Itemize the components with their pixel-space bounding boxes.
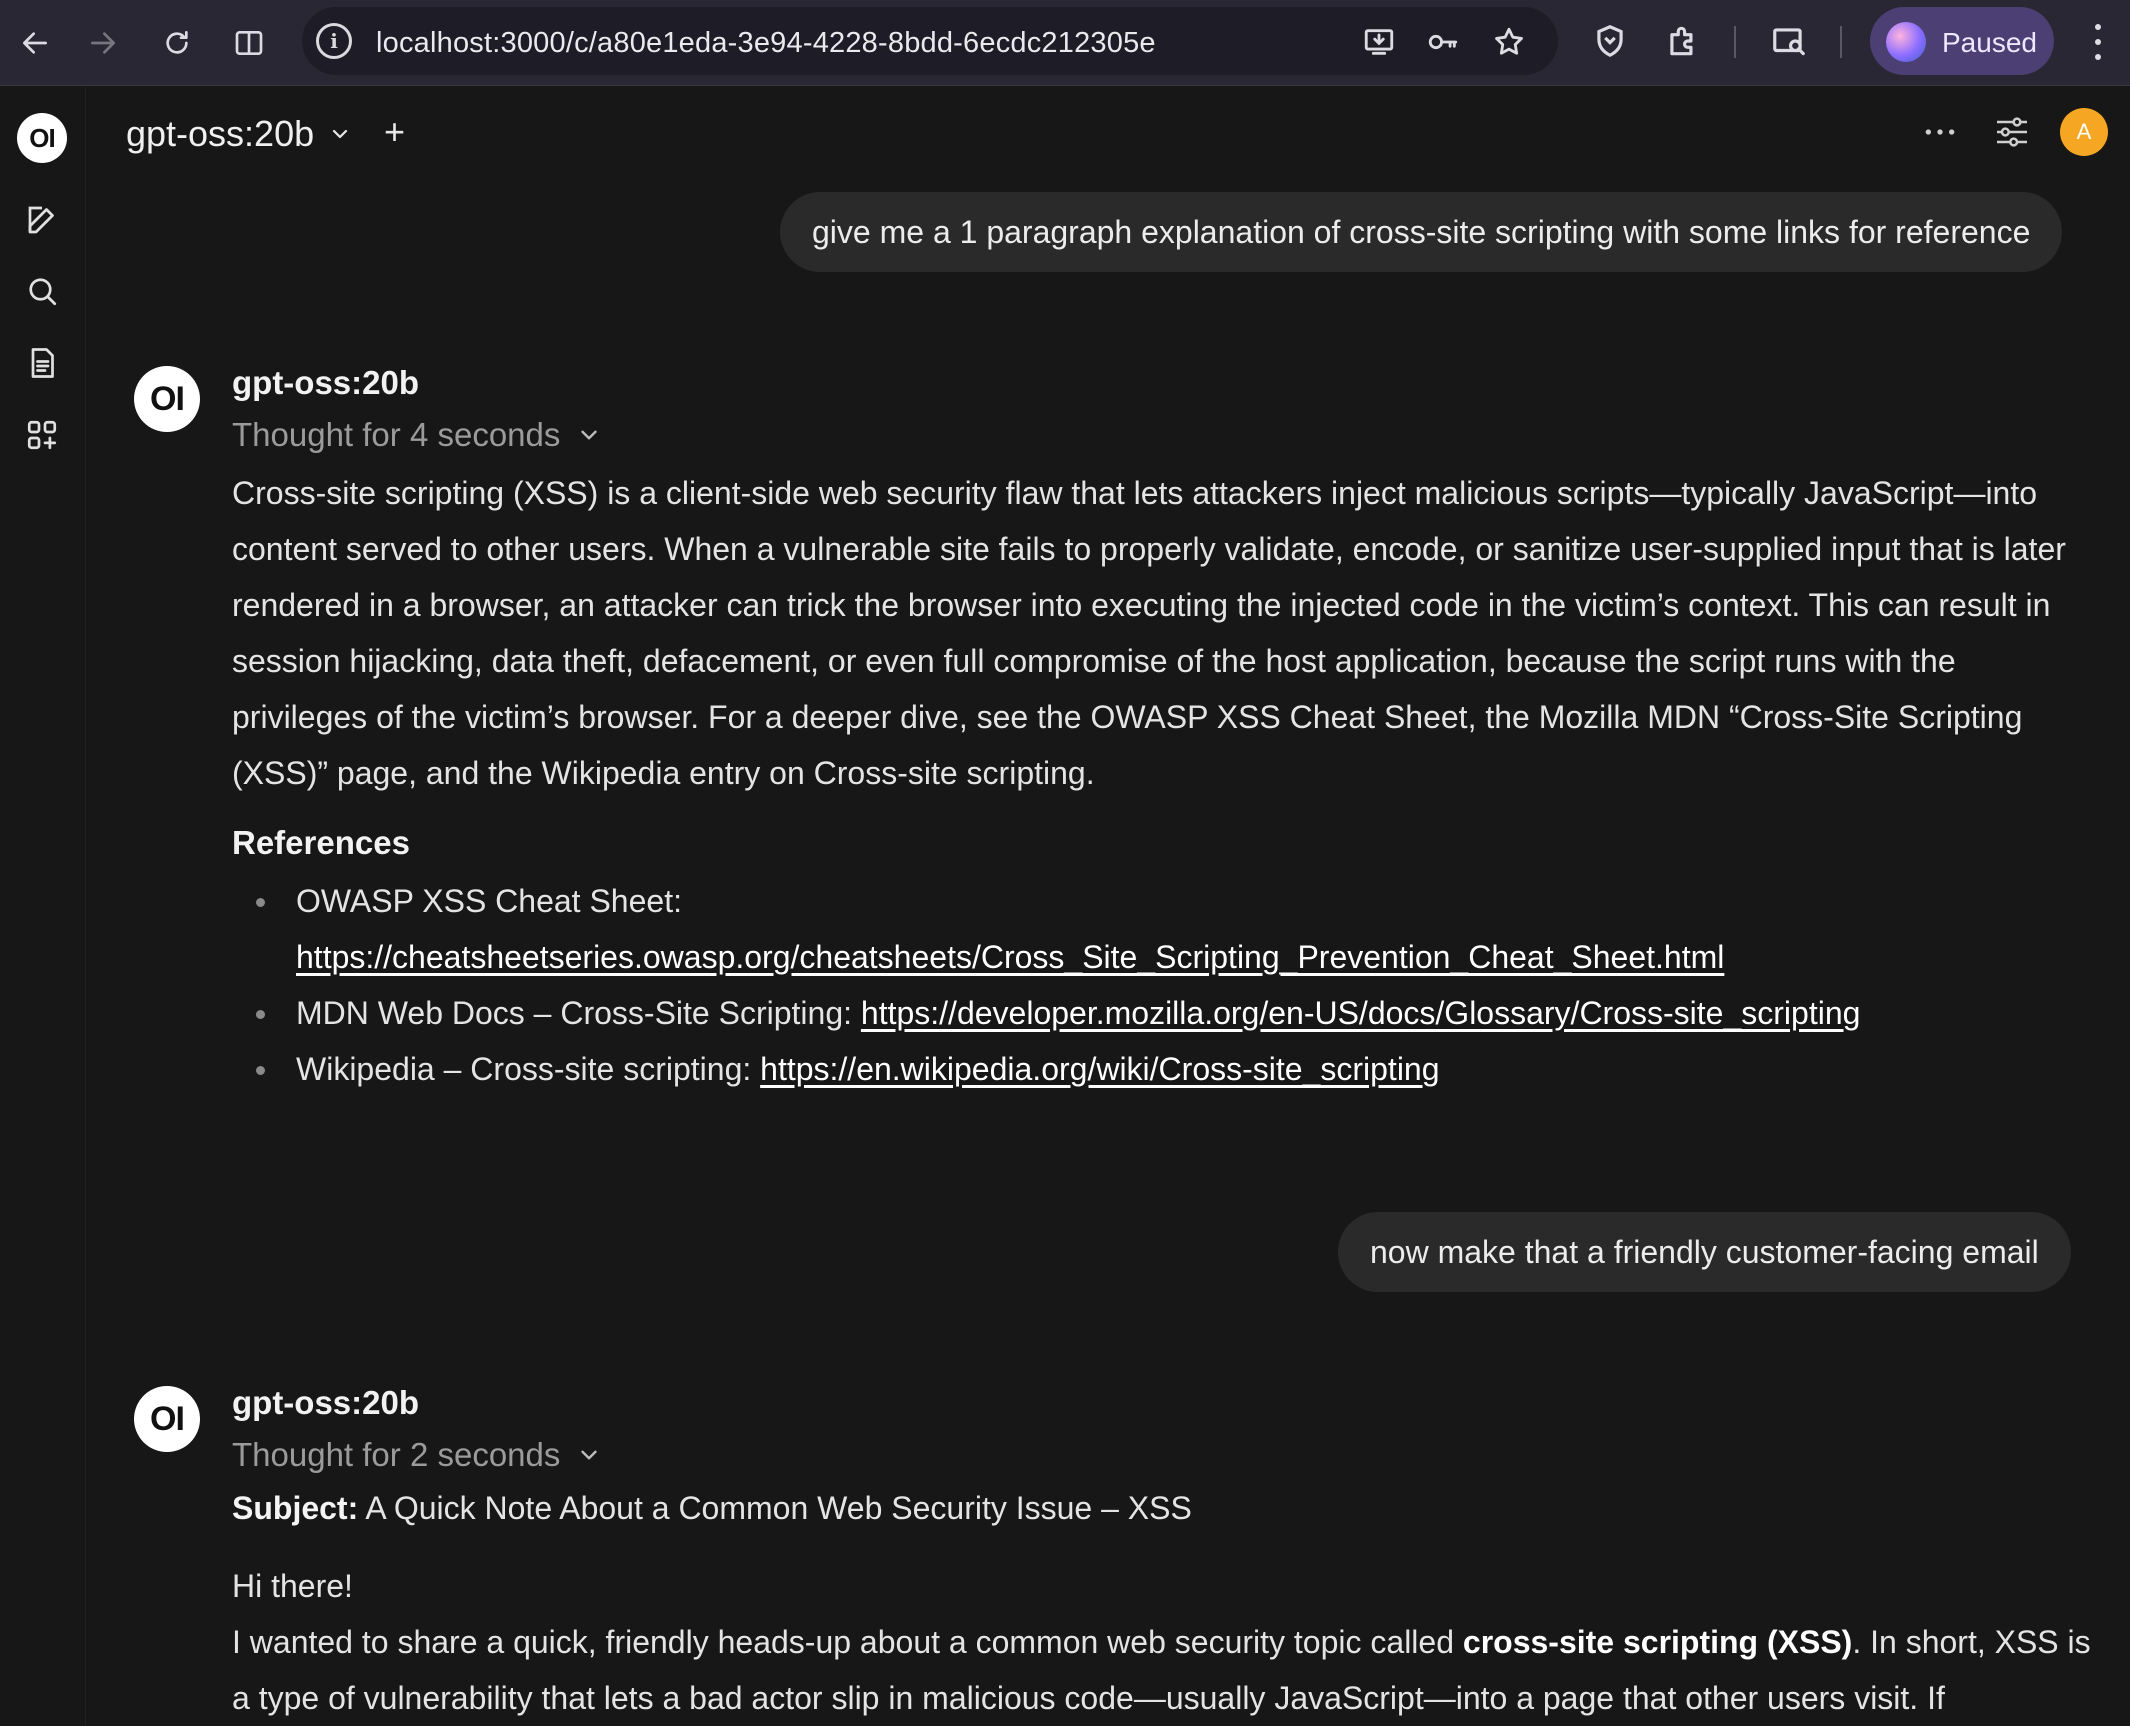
list-item: [232, 1041, 2092, 1097]
address-bar[interactable]: [302, 7, 1558, 75]
reference-link[interactable]: https://developer.mozilla.org/en-US/docs/Glossary/Cross-site_scripting: [860, 995, 1861, 1031]
reload-icon: [161, 27, 193, 59]
profile-avatar: [1886, 22, 1926, 62]
subject-text: A Quick Note About a Common Web Security Issue – XSS: [358, 1490, 1192, 1526]
split-view-icon: [233, 27, 265, 59]
toolbar-separator: [1734, 26, 1736, 58]
list-item: [232, 873, 2092, 985]
profile-status: Paused: [1942, 27, 2037, 58]
reload-button[interactable]: [152, 18, 202, 68]
site-info-icon[interactable]: i: [316, 23, 352, 59]
references-heading: References: [232, 824, 410, 861]
assistant-model-name: gpt-oss:20b: [232, 364, 420, 401]
email-bold-term: cross-site scripting (XSS): [1462, 1624, 1853, 1660]
bookmark-star-icon[interactable]: [1492, 25, 1526, 59]
notes-icon[interactable]: [24, 345, 60, 381]
assistant-model-name: gpt-oss:20b: [232, 1384, 420, 1421]
search-icon[interactable]: [24, 273, 60, 309]
email-subject: [232, 1490, 1192, 1527]
email-text: I wanted to share a quick, friendly heads-up about a common web security topic called: [232, 1624, 1463, 1660]
more-options-icon[interactable]: [1920, 112, 1960, 152]
profile-button[interactable]: [1870, 7, 2054, 75]
address-url[interactable]: localhost:3000/c/a80e1eda-3e94-4228-8bdd-6ecdc212305e: [376, 27, 1156, 59]
email-greeting: Hi there!: [232, 1568, 353, 1604]
password-key-icon[interactable]: [1426, 25, 1460, 59]
assistant-response-text: Cross-site scripting (XSS) is a client-side web security flaw that lets attackers inject malicious scripts—typically JavaScript—into content served to other users. When a vulnerable site fails to properly validate, encode, or sanitize user-supplied input that is later rendered in a browser, an attacker can trick the browser into executing the injected code in the victim’s context. This can result in session hijacking, data theft, defacement, or even full compromise of the host application, because the script runs with the privileges of the victim’s browser. For a deeper dive, see the OWASP XSS Cheat Sheet, the Mozilla MDN “Cross-Site Scripting (XSS)” page, and the Wikipedia entry on Cross-site scripting.: [232, 475, 2066, 791]
user-avatar[interactable]: A: [2060, 108, 2108, 156]
app-sidebar: [0, 87, 86, 1726]
split-view-button[interactable]: [224, 18, 274, 68]
add-model-button[interactable]: +: [384, 111, 406, 152]
arrow-left-icon: [19, 27, 51, 59]
install-app-icon[interactable]: [1362, 25, 1396, 59]
list-item: [232, 985, 2092, 1041]
extension-shield-icon[interactable]: [1591, 22, 1629, 60]
reference-link[interactable]: https://en.wikipedia.org/wiki/Cross-site_scripting: [760, 1051, 1440, 1087]
reference-label: Wikipedia – Cross-site scripting:: [296, 1051, 761, 1087]
model-selector[interactable]: [126, 112, 352, 156]
thought-duration: Thought for 2 seconds: [232, 1436, 561, 1473]
controls-sliders-icon[interactable]: [1992, 112, 2032, 152]
back-button[interactable]: [10, 18, 60, 68]
forward-button[interactable]: [78, 18, 128, 68]
reference-label: MDN Web Docs – Cross-Site Scripting:: [296, 995, 861, 1031]
side-panel-search-icon[interactable]: [1770, 22, 1808, 60]
browser-toolbar: [0, 0, 2130, 86]
assistant-avatar: OI: [134, 1386, 200, 1452]
arrow-right-icon: [87, 27, 119, 59]
extensions-puzzle-icon[interactable]: [1664, 22, 1702, 60]
email-body: [232, 1558, 2092, 1726]
email-text: . In short, XSS is a type of vulnerability that lets a bad actor slip in malicious code—usually JavaScript—into a page that other users visit. If: [232, 1624, 2091, 1716]
thought-duration: Thought for 4 seconds: [232, 416, 561, 453]
references-list: [232, 873, 2092, 1097]
user-message-bubble: now make that a friendly customer-facing email: [1338, 1212, 2071, 1292]
chevron-down-icon: [576, 422, 602, 448]
app-logo[interactable]: OI: [17, 113, 67, 163]
new-chat-icon[interactable]: [24, 202, 60, 238]
chevron-down-icon: [576, 1442, 602, 1468]
email-paragraph: [232, 1614, 2092, 1726]
subject-label: Subject:: [232, 1490, 359, 1526]
reference-label: OWASP XSS Cheat Sheet:: [296, 883, 682, 919]
user-message-bubble: give me a 1 paragraph explanation of cross-site scripting with some links for reference: [780, 192, 2062, 272]
workspace-icon[interactable]: [24, 417, 60, 453]
thought-toggle[interactable]: [232, 1436, 602, 1474]
model-name: gpt-oss:20b: [126, 113, 315, 154]
thought-toggle[interactable]: [232, 416, 602, 454]
chevron-down-icon: [328, 122, 352, 146]
browser-menu-icon[interactable]: [2086, 20, 2110, 64]
assistant-avatar: OI: [134, 366, 200, 432]
toolbar-separator: [1840, 26, 1842, 58]
reference-link[interactable]: https://cheatsheetseries.owasp.org/cheatsheets/Cross_Site_Scripting_Prevention_Cheat_Sheet.html: [296, 939, 1725, 975]
